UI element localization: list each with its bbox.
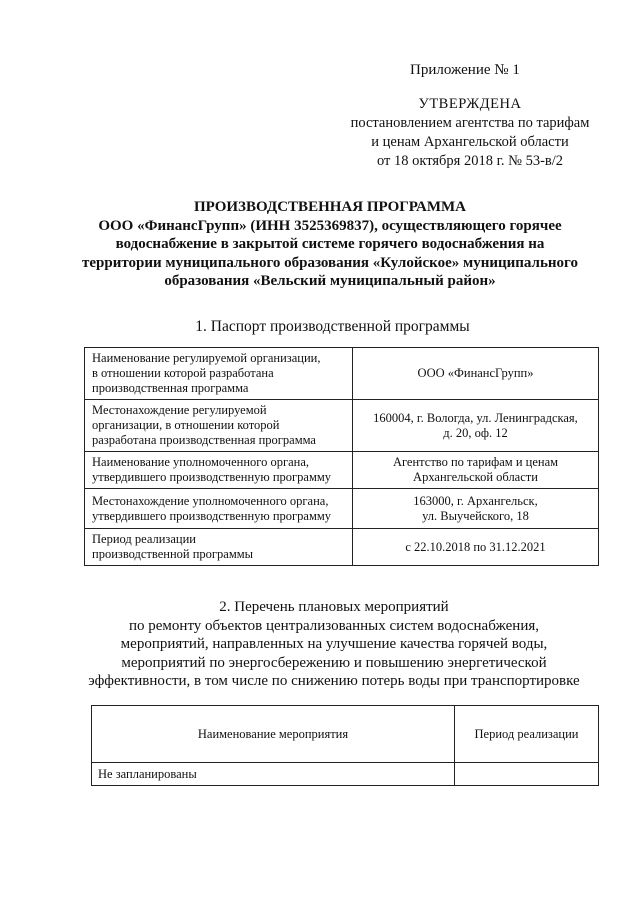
section1-heading: 1. Паспорт производственной программы [195, 318, 470, 335]
section2-heading [60, 598, 608, 691]
approval-stamp [340, 95, 600, 171]
cell-line: Наименование уполномоченного органа, [92, 455, 309, 469]
cell-line: д. 20, оф. 12 [443, 425, 508, 440]
table-cell-value [353, 529, 599, 566]
heading-line: мероприятий, направленных на улучшение качества горячей воды, [120, 636, 548, 652]
column-header-period: Период реализации [455, 706, 599, 763]
approved-line: постановлением агентства по тарифам [350, 115, 590, 131]
passport-table [84, 347, 599, 566]
table-row [85, 348, 599, 400]
table-row [85, 529, 599, 566]
table-cell-label [85, 489, 353, 529]
cell-line: ул. Выучейского, 18 [422, 508, 529, 523]
cell-line: 163000, г. Архангельск, [413, 493, 538, 508]
document-title [70, 198, 590, 291]
cell-line: производственной программы [92, 547, 254, 561]
cell-line: с 22.10.2018 по 31.12.2021 [405, 539, 546, 554]
table-row [92, 763, 599, 786]
table-cell-label [85, 348, 353, 400]
appendix-number: Приложение № 1 [410, 62, 520, 78]
cell-line: Местонахождение регулируемой [92, 403, 267, 417]
cell-line: утвердившего производственную программу [92, 470, 332, 484]
title-line: образования «Вельский муниципальный район» [164, 273, 496, 289]
cell-line: Наименование регулируемой организации, [92, 351, 321, 365]
cell-line: ООО «ФинансГрупп» [417, 366, 534, 380]
heading-line: эффективности, в том числе по снижению потерь воды при транспортировке [88, 673, 580, 689]
table-cell-value [353, 348, 599, 400]
approved-line: и ценам Архангельской области [371, 134, 569, 150]
cell-line: Агентство по тарифам и ценам [392, 455, 559, 469]
heading-line: по ремонту объектов централизованных систем водоснабжения, [128, 617, 539, 634]
title-line: ПРОИЗВОДСТВЕННАЯ ПРОГРАММА [193, 199, 466, 215]
title-line: ООО «ФинансГрупп» (ИНН 3525369837), осуществляющего горячее [98, 217, 562, 234]
measures-table [91, 705, 599, 786]
title-line: водоснабжение в закрытой системе горячего водоснабжения на [115, 236, 545, 252]
cell-line: производственная программа [92, 381, 249, 395]
table-row [85, 452, 599, 489]
cell-line: утвердившего производственную программу [92, 508, 332, 523]
table-header-row [92, 706, 599, 763]
heading-line: мероприятий по энергосбережению и повышению энергетической [121, 654, 547, 671]
table-cell-label [85, 400, 353, 452]
table-cell-value [353, 400, 599, 452]
cell-line: Период реализации [92, 532, 196, 546]
table-row [85, 489, 599, 529]
table-row [85, 400, 599, 452]
approved-title: УТВЕРЖДЕНА [418, 96, 522, 112]
cell-line: организации, в отношении которой [92, 418, 280, 432]
cell-line: разработана производственная программа [92, 433, 316, 447]
approved-line: от 18 октября 2018 г. № 53-в/2 [376, 153, 564, 169]
table-cell-value [353, 489, 599, 529]
table-cell-period [455, 763, 599, 786]
table-cell-measure: Не запланированы [92, 763, 455, 786]
table-cell-value [353, 452, 599, 489]
table-cell-label [85, 529, 353, 566]
heading-line: 2. Перечень плановых мероприятий [219, 599, 449, 615]
cell-line: 160004, г. Вологда, ул. Ленинградская, [373, 410, 578, 425]
column-header-measure: Наименование мероприятия [92, 706, 455, 763]
cell-line: Архангельской области [413, 470, 538, 484]
cell-line: в отношении которой разработана [92, 366, 274, 380]
table-cell-label [85, 452, 353, 489]
cell-line: Местонахождение уполномоченного органа, [92, 493, 329, 508]
title-line: территории муниципального образования «Кулойское» муниципального [82, 254, 578, 271]
